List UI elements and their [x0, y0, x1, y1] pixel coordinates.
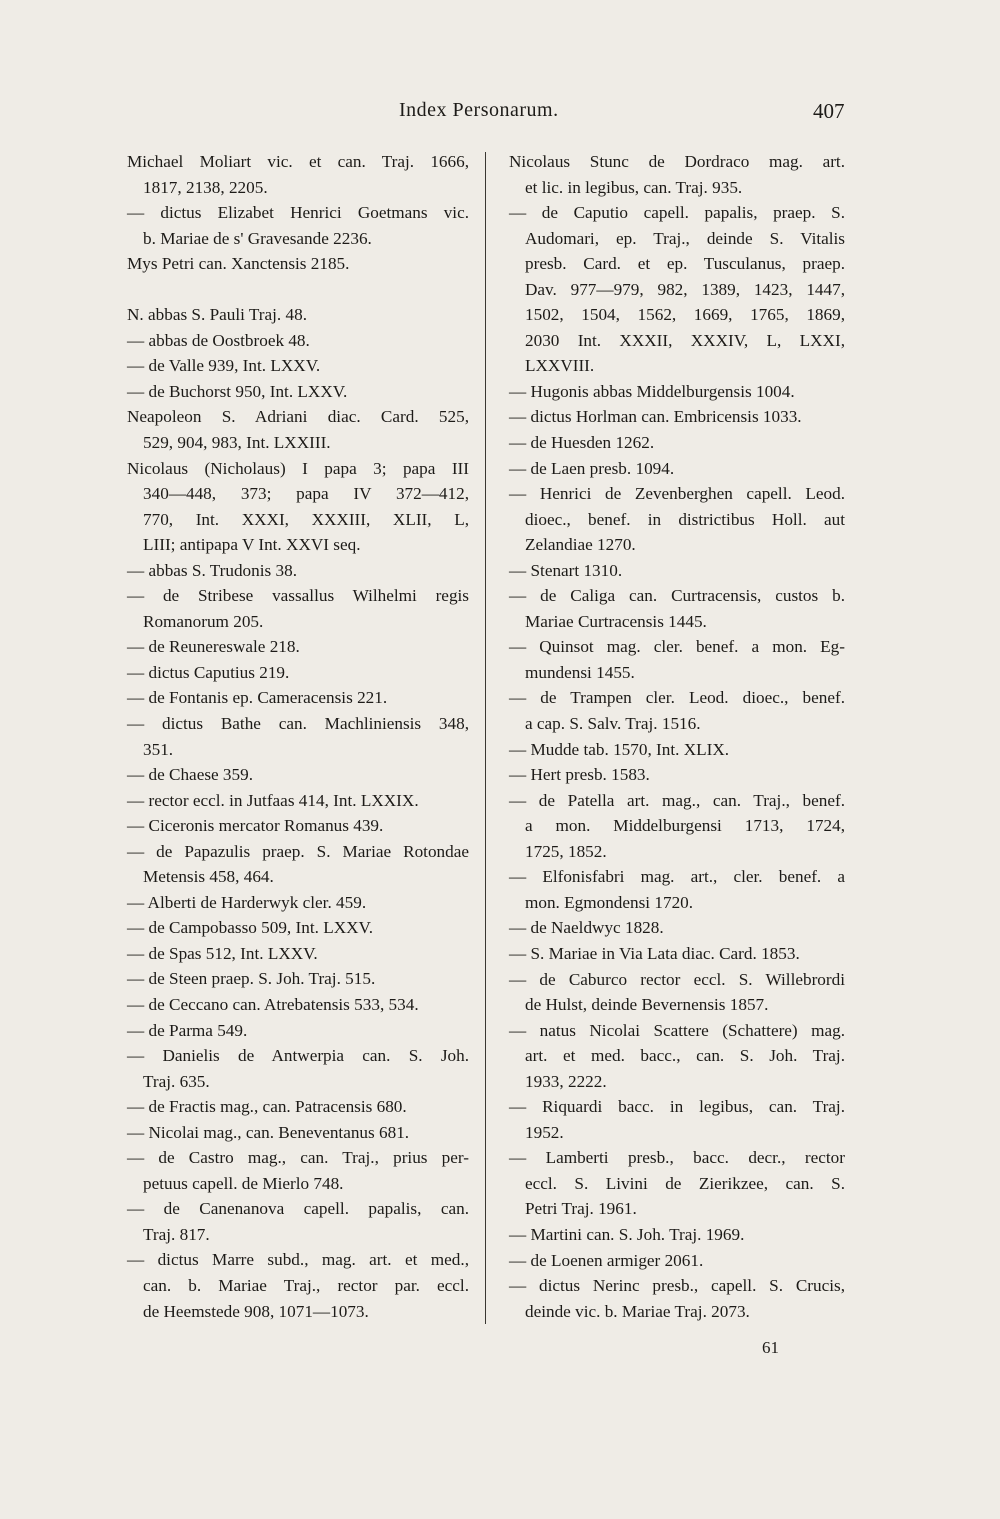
index-entry-line: Metensis 458, 464.	[143, 867, 274, 887]
column-divider	[485, 152, 486, 1324]
index-entry	[127, 711, 469, 762]
index-entry	[127, 634, 469, 660]
index-entry-line: Michael Moliart vic. et can. Traj. 1666,	[127, 152, 469, 171]
index-entry	[127, 1094, 469, 1120]
index-entry	[509, 1094, 845, 1145]
index-entry-line: presb. Card. et ep. Tusculanus, praep.	[525, 254, 845, 274]
index-entry-line: a mon. Middelburgensi 1713, 1724,	[525, 816, 845, 836]
index-entry	[127, 456, 469, 558]
index-entry-line: — rector eccl. in Jutfaas 414, Int. LXXIX.	[127, 790, 419, 810]
page-number: 407	[813, 99, 845, 123]
index-entry-line: 529, 904, 983, Int. LXXIII.	[143, 432, 331, 452]
index-entry-line: 340—448, 373; papa IV 372—412,	[143, 484, 469, 504]
index-entry-line: — Quinsot mag. cler. benef. a mon. Eg-	[509, 637, 845, 657]
index-entry-line: — de Patella art. mag., can. Traj., benef.	[509, 790, 845, 810]
index-entry-line: — de Loenen armiger 2061.	[509, 1250, 704, 1270]
index-entry-line: — de Spas 512, Int. LXXV.	[127, 943, 318, 963]
index-entry-line: — de Stribese vassallus Wilhelmi regis	[127, 586, 469, 606]
index-column-left	[127, 149, 469, 1324]
index-entry-line: — de Castro mag., can. Traj., prius per-	[127, 1148, 469, 1168]
index-entry-line: — dictus Elizabet Henrici Goetmans vic.	[127, 203, 469, 223]
index-entry-line: — Henrici de Zevenberghen capell. Leod.	[509, 484, 845, 504]
index-entry	[509, 1248, 845, 1274]
index-entry	[127, 685, 469, 711]
index-entry	[127, 788, 469, 814]
index-entry-line: mundensi 1455.	[525, 662, 635, 682]
index-entry	[127, 966, 469, 992]
index-entry	[509, 967, 845, 1018]
index-entry	[509, 737, 845, 763]
index-column-right	[509, 149, 845, 1324]
index-entry-line: 1817, 2138, 2205.	[143, 177, 268, 197]
index-entry	[509, 634, 845, 685]
index-entry-line: — de Trampen cler. Leod. dioec., benef.	[509, 688, 845, 708]
index-entry-line: Audomari, ep. Traj., deinde S. Vitalis	[525, 228, 845, 248]
index-entry-line: — de Papazulis praep. S. Mariae Rotondae	[127, 841, 469, 861]
index-entry-line: — Hugonis abbas Middelburgensis 1004.	[509, 381, 795, 401]
index-entry-line: 1952.	[525, 1122, 564, 1142]
index-entry	[509, 456, 845, 482]
index-entry-line: LXXVIII.	[525, 356, 595, 376]
index-entry-line: — abbas de Oostbroek 48.	[127, 330, 310, 350]
index-entry-line: mon. Egmondensi 1720.	[525, 892, 694, 912]
index-entry	[509, 583, 845, 634]
index-entry-line: — natus Nicolai Scattere (Schattere) mag.	[509, 1020, 845, 1040]
index-entry-line: eccl. S. Livini de Zierikzee, can. S.	[525, 1173, 845, 1193]
index-entry-line: art. et med. bacc., can. S. Joh. Traj.	[525, 1046, 845, 1066]
index-entry	[509, 558, 845, 584]
index-entry-line: de Hulst, deinde Bevernensis 1857.	[525, 995, 769, 1015]
index-entry-line: — dictus Horlman can. Embricensis 1033.	[509, 407, 802, 427]
index-entry	[509, 915, 845, 941]
index-entry-line: 1933, 2222.	[525, 1071, 607, 1091]
index-entry-line: — de Caliga can. Curtracensis, custos b.	[509, 586, 845, 606]
index-entry-line: Nicolaus Stunc de Dordraco mag. art.	[509, 152, 845, 171]
index-entry-line: petuus capell. de Mierlo 748.	[143, 1173, 344, 1193]
index-entry	[127, 1043, 469, 1094]
index-entry-line: — Ciceronis mercator Romanus 439.	[127, 816, 384, 836]
index-entry-line: — de Canenanova capell. papalis, can.	[127, 1199, 469, 1219]
index-entry-line: et lic. in legibus, can. Traj. 935.	[525, 177, 743, 197]
signature-mark: 61	[762, 1338, 779, 1357]
index-entry	[127, 1196, 469, 1247]
index-entry-line: — Lamberti presb., bacc. decr., rector	[509, 1148, 845, 1168]
index-entry-line: — de Valle 939, Int. LXXV.	[127, 356, 321, 376]
index-entry-line: 1725, 1852.	[525, 841, 607, 861]
index-entry	[127, 302, 469, 328]
index-entry-line: deinde vic. b. Mariae Traj. 2073.	[525, 1301, 750, 1321]
index-entry-line: — S. Mariae in Via Lata diac. Card. 1853.	[509, 943, 800, 963]
index-entry	[509, 1018, 845, 1095]
index-entry	[127, 890, 469, 916]
index-entry-line: Romanorum 205.	[143, 611, 264, 631]
index-entry	[127, 941, 469, 967]
index-entry-line: — dictus Marre subd., mag. art. et med.,	[127, 1250, 469, 1270]
index-entry-line: dioec., benef. in districtibus Holl. aut	[525, 509, 845, 529]
index-entry-line: Zelandiae 1270.	[525, 535, 636, 555]
index-entry	[127, 583, 469, 634]
index-entry-line: — Riquardi bacc. in legibus, can. Traj.	[509, 1097, 845, 1117]
index-entry	[509, 941, 845, 967]
index-entry-line: 770, Int. XXXI, XXXIII, XLII, L,	[143, 509, 469, 529]
index-entry	[127, 404, 469, 455]
index-entry	[127, 353, 469, 379]
index-entry-line: — de Huesden 1262.	[509, 433, 655, 453]
index-entry-line: — de Ceccano can. Atrebatensis 533, 534.	[127, 995, 419, 1014]
index-entry-line: Mys Petri can. Xanctensis 2185.	[127, 254, 350, 274]
index-entry-line: — de Fontanis ep. Cameracensis 221.	[127, 688, 388, 708]
index-entry-line: — Mudde tab. 1570, Int. XLIX.	[509, 739, 730, 759]
index-entry-line: Neapoleon S. Adriani diac. Card. 525,	[127, 407, 469, 427]
index-entry-line: Petri Traj. 1961.	[525, 1199, 637, 1219]
index-entry-line: — de Caputio capell. papalis, praep. S.	[509, 203, 845, 223]
index-entry-line: — de Reunereswale 218.	[127, 637, 300, 657]
index-entry-line: — Hert presb. 1583.	[509, 765, 650, 785]
index-entry	[127, 149, 469, 200]
index-entry-line: — dictus Caputius 219.	[127, 662, 290, 682]
index-entry-line: de Heemstede 908, 1071—1073.	[143, 1301, 369, 1321]
index-entry	[127, 251, 469, 277]
index-entry-line: — Martini can. S. Joh. Traj. 1969.	[509, 1224, 745, 1244]
index-entry-line: 351.	[143, 739, 174, 759]
index-entry-line: — de Naeldwyc 1828.	[509, 918, 664, 938]
index-entry	[127, 558, 469, 584]
index-entry	[509, 685, 845, 736]
index-entry	[509, 864, 845, 915]
index-entry	[509, 481, 845, 558]
index-entry-line: Traj. 635.	[143, 1071, 210, 1091]
index-entry-line: 2030 Int. XXXII, XXXIV, L, LXXI,	[525, 330, 845, 350]
index-entry	[509, 430, 845, 456]
entry-spacer	[127, 277, 469, 303]
index-entry	[127, 660, 469, 686]
index-entry	[127, 200, 469, 251]
index-entry	[127, 379, 469, 405]
index-entry	[509, 200, 845, 379]
index-entry	[127, 915, 469, 941]
index-entry	[509, 149, 845, 200]
index-entry-line: a cap. S. Salv. Traj. 1516.	[525, 714, 701, 734]
index-entry-line: Traj. 817.	[143, 1224, 210, 1244]
index-entry-line: — Nicolai mag., can. Beneventanus 681.	[127, 1122, 410, 1142]
index-entry	[127, 992, 469, 1018]
index-entry-line: — Alberti de Harderwyk cler. 459.	[127, 892, 367, 912]
index-entry-line: — dictus Nerinc presb., capell. S. Crucis,	[509, 1276, 845, 1296]
index-entry-line: — dictus Bathe can. Machliniensis 348,	[127, 713, 469, 733]
index-entry-line: — de Laen presb. 1094.	[509, 458, 675, 478]
index-entry	[127, 839, 469, 890]
index-entry-line: Mariae Curtracensis 1445.	[525, 611, 707, 631]
index-entry-line: — de Steen praep. S. Joh. Traj. 515.	[127, 969, 376, 989]
index-entry-line: — Danielis de Antwerpia can. S. Joh.	[127, 1046, 469, 1066]
index-entry	[509, 379, 845, 405]
index-entry-line: Nicolaus (Nicholaus) I papa 3; papa III	[127, 458, 469, 478]
index-entry-line: LIII; antipapa V Int. XXVI seq.	[143, 535, 361, 555]
index-entry-line: — de Parma 549.	[127, 1020, 248, 1040]
index-entry-line: — Stenart 1310.	[509, 560, 623, 580]
index-entry	[127, 1018, 469, 1044]
index-entry	[509, 1222, 845, 1248]
index-entry	[127, 762, 469, 788]
index-entry	[127, 813, 469, 839]
index-entry-line: N. abbas S. Pauli Traj. 48.	[127, 305, 308, 325]
index-entry	[127, 1247, 469, 1324]
index-entry-line: 1502, 1504, 1562, 1669, 1765, 1869,	[525, 305, 845, 325]
index-entry-line: — de Fractis mag., can. Patracensis 680.	[127, 1097, 407, 1117]
index-entry	[509, 762, 845, 788]
index-entry-line: — de Buchorst 950, Int. LXXV.	[127, 381, 348, 401]
index-entry-line: can. b. Mariae Traj., rector par. eccl.	[143, 1276, 469, 1296]
index-entry-line: b. Mariae de s' Gravesande 2236.	[143, 228, 372, 248]
index-entry	[127, 328, 469, 354]
index-entry-line: — Elfonisfabri mag. art., cler. benef. a	[509, 867, 845, 887]
running-head	[0, 99, 1000, 129]
index-entry	[509, 1145, 845, 1222]
index-entry-line: — de Chaese 359.	[127, 765, 254, 785]
index-entry	[509, 1273, 845, 1324]
index-entry	[509, 788, 845, 865]
running-title: Index Personarum.	[399, 99, 559, 121]
index-entry	[127, 1145, 469, 1196]
index-entry	[127, 1120, 469, 1146]
index-entry	[509, 404, 845, 430]
index-entry-line: — abbas S. Trudonis 38.	[127, 560, 297, 580]
index-entry-line: — de Campobasso 509, Int. LXXV.	[127, 918, 374, 938]
index-entry-line: Dav. 977—979, 982, 1389, 1423, 1447,	[525, 279, 845, 299]
index-entry-line: — de Caburco rector eccl. S. Willebrordi	[509, 969, 845, 989]
